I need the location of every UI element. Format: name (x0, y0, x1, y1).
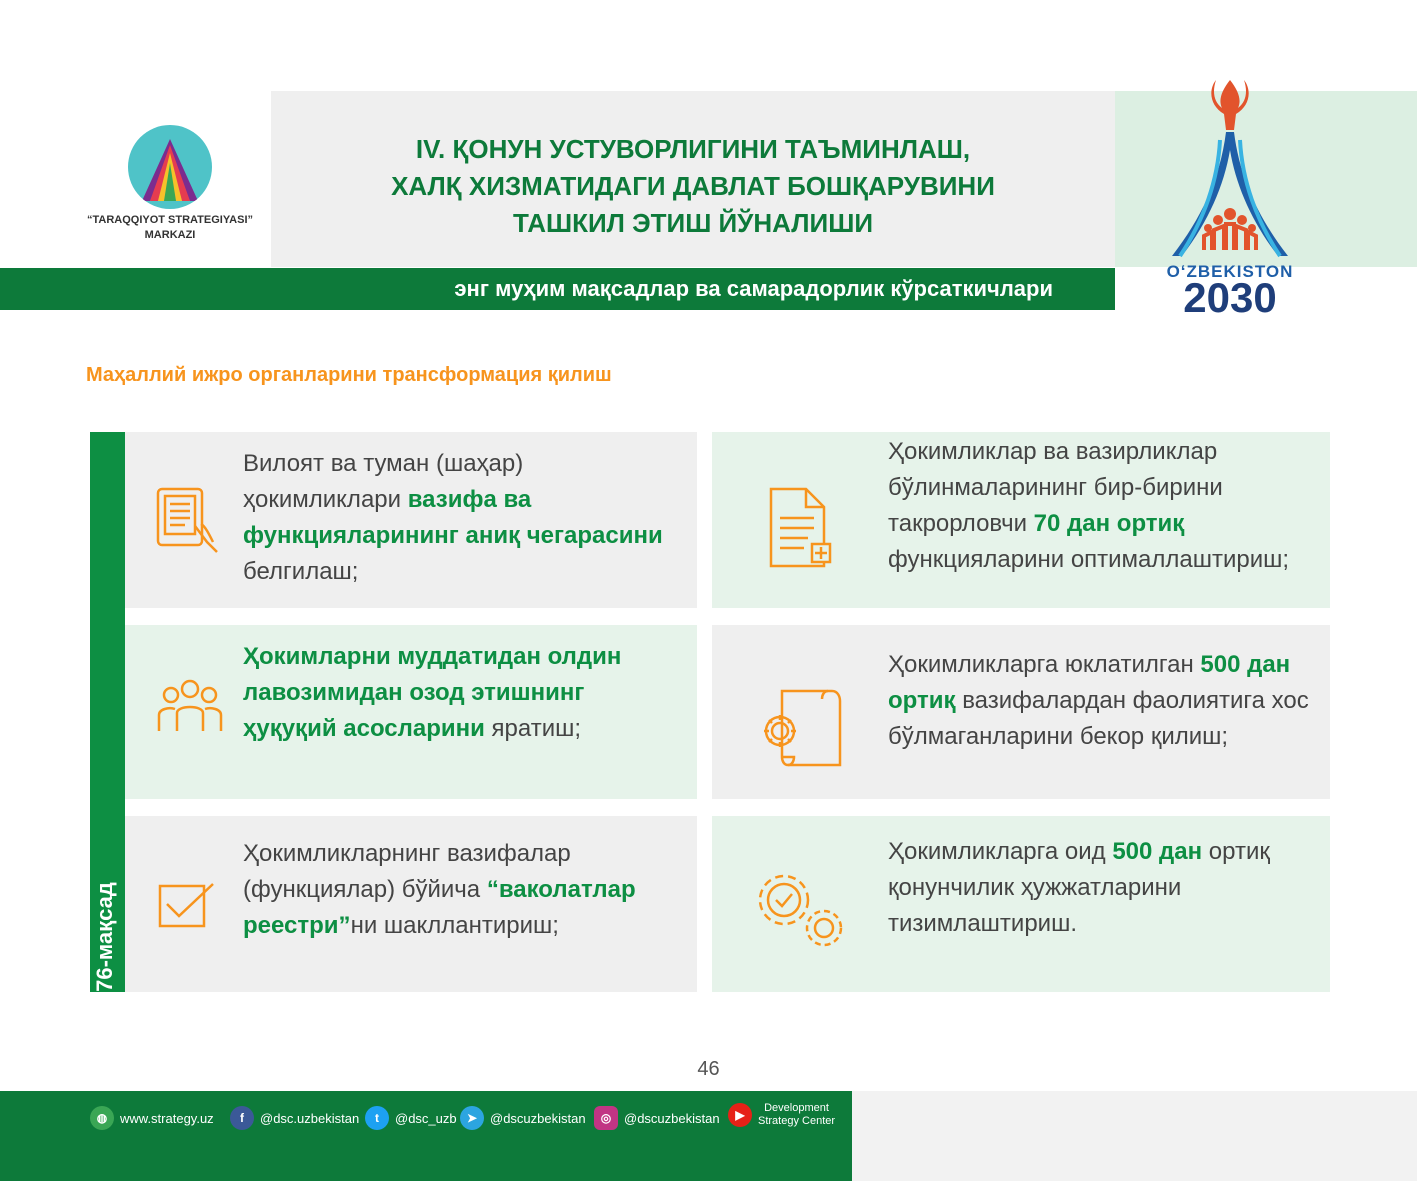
facebook-icon: f (230, 1106, 254, 1130)
globe-icon: ◍ (90, 1106, 114, 1130)
logo-year: 2030 (1183, 274, 1277, 321)
task-card-5 (125, 816, 697, 992)
twitter-link[interactable] (365, 1106, 457, 1130)
title-line3: ТАШКИЛ ЭТИШ ЙЎНАЛИШИ (512, 208, 874, 238)
section-title: Маҳаллий ижро органларини трансформация қилиш (86, 364, 612, 386)
org-logo-emblem (128, 125, 212, 209)
task-card-1 (125, 432, 697, 608)
task-text-part: Ҳокимликларга оид (888, 838, 1113, 865)
org-name (70, 213, 270, 243)
page-number: 46 (697, 1058, 720, 1080)
task-text-part: яратиш; (484, 715, 582, 742)
org-name-line1: “TARAQQIYOT STRATEGIYASI” (86, 214, 254, 226)
task-text-6 (888, 834, 1318, 942)
facebook-link[interactable] (230, 1106, 359, 1130)
website-link[interactable] (90, 1106, 214, 1130)
youtube-text-line2: Strategy Center (758, 1115, 836, 1127)
footer-blank (852, 1091, 1417, 1181)
task-text-2 (888, 434, 1318, 578)
task-text-highlight: вазифа ва функцияларининг аниқ чегарасини (243, 486, 663, 549)
task-text-highlight: 500 дан (1112, 838, 1203, 865)
task-text-3 (243, 639, 683, 747)
org-logo (70, 115, 270, 255)
people-group-icon (155, 679, 225, 740)
title-line1: IV. ҚОНУН УСТУВОРЛИГИНИ ТАЪМИНЛАШ, (415, 134, 971, 164)
subtitle-bar (0, 268, 1115, 310)
tablet-document-icon (155, 486, 221, 561)
telegram-link[interactable] (460, 1106, 586, 1130)
youtube-link[interactable] (728, 1102, 835, 1128)
task-text-part: Ҳокимликларга юклатилган (888, 651, 1201, 678)
task-text-highlight: Ҳокимларни муддатидан олдин лавозимидан озод этишнинг ҳуқуқий асосларини (243, 643, 622, 742)
telegram-icon: ➤ (460, 1106, 484, 1130)
page-title (271, 131, 1115, 242)
task-card-6 (712, 816, 1330, 992)
task-card-4 (712, 625, 1330, 799)
title-line2: ХАЛҚ ХИЗМАТИДАГИ ДАВЛАТ БОШҚАРУВИНИ (391, 171, 995, 201)
document-plus-icon (768, 486, 834, 575)
goal-label: 76-мақсад (92, 882, 117, 992)
task-text-1 (243, 446, 683, 590)
task-card-3 (125, 625, 697, 799)
task-text-part: Вилоят ва туман (шаҳар) ҳокимликлари (243, 450, 524, 513)
task-text-5 (243, 836, 683, 944)
task-text-part: ортиқ қонунчилик ҳужжатларини тизимлаштириш. (888, 838, 1270, 937)
task-text-4 (888, 647, 1328, 755)
task-text-part: функцияларини оптималлаштириш; (888, 546, 1290, 573)
instagram-icon: ◎ (594, 1106, 618, 1130)
task-card-2 (712, 432, 1330, 608)
youtube-text (758, 1102, 835, 1128)
gears-icon (754, 870, 850, 955)
task-text-highlight: 500 дан ортиқ (888, 651, 1291, 714)
task-text-part: вазифалардан фаолиятига хос бўлмаганларини бекор қилиш; (888, 687, 1309, 750)
telegram-text: @dscuzbekistan (490, 1110, 586, 1126)
instagram-link[interactable] (594, 1106, 720, 1130)
logo-country: OʻZBEKISTON (1166, 262, 1294, 281)
twitter-icon: t (365, 1106, 389, 1130)
twitter-text: @dsc_uzb (395, 1110, 457, 1126)
task-text-part: Ҳокимликларнинг вазифалар (функциялар) бўйича (243, 840, 571, 903)
footer-bar (0, 1091, 852, 1181)
goal-bar (90, 432, 125, 992)
website-text: www.strategy.uz (120, 1110, 214, 1126)
gear-scroll-icon (758, 687, 844, 774)
instagram-text: @dscuzbekistan (624, 1110, 720, 1126)
task-text-part: Ҳокимликлар ва вазирликлар бўлинмаларининг бир-бирини такрорловчи (888, 438, 1223, 537)
task-text-highlight: 70 дан ортиқ (1033, 510, 1185, 537)
task-text-part: белгилаш; (243, 558, 359, 585)
uzbekistan-2030-logo (1160, 70, 1300, 321)
subtitle: энг муҳим мақсадлар ва самарадорлик кўрсаткичлари (454, 276, 1053, 301)
checkbox-icon (157, 880, 217, 935)
org-name-line2: MARKAZI (144, 229, 196, 241)
header-title-box (271, 91, 1115, 267)
task-text-part: ни шакллантириш; (350, 912, 559, 939)
monument-icon (1160, 70, 1300, 270)
facebook-text: @dsc.uzbekistan (260, 1110, 360, 1126)
youtube-icon: ▶ (728, 1103, 752, 1127)
youtube-text-line1: Development (764, 1102, 829, 1114)
task-text-highlight: “ваколатлар реестри” (243, 876, 636, 939)
